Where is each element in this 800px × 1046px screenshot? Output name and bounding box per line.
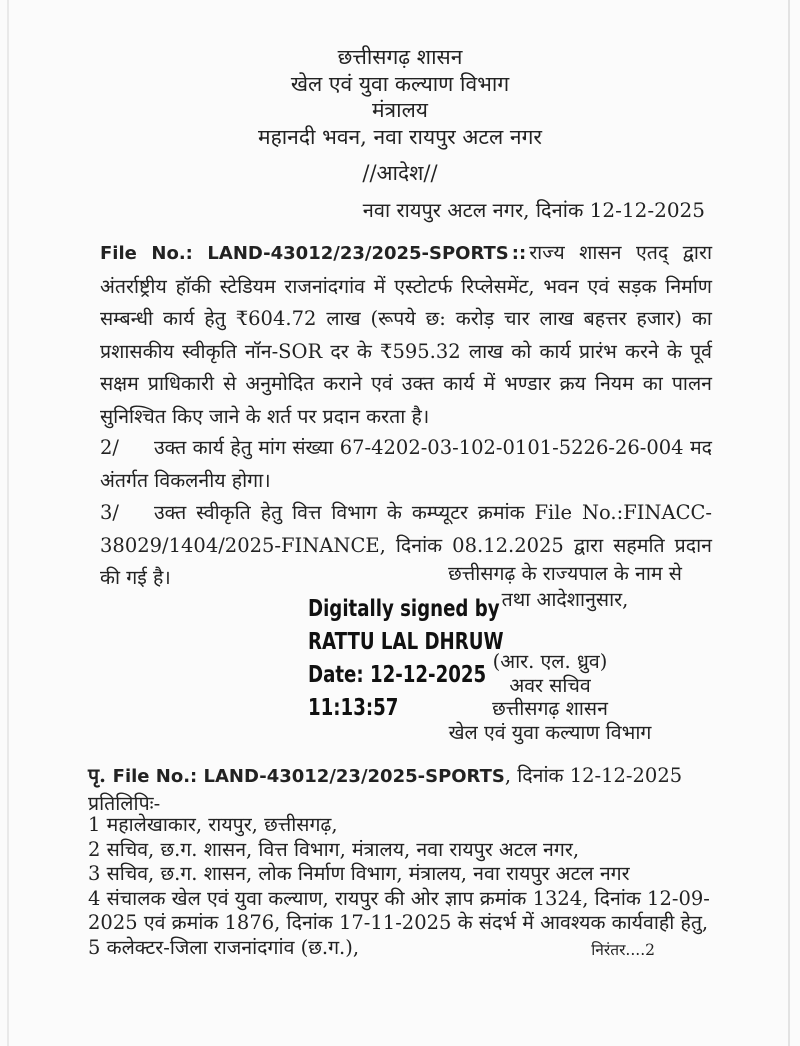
officer-title: अवर सचिव (509, 673, 591, 697)
clause-2-number: 2/ (100, 436, 119, 459)
endorsement-prefix: पृ. (88, 764, 113, 787)
stamp-line-time: 11:13:57 (308, 695, 399, 721)
finance-file-ref-a: File No.:FINACC- (534, 501, 712, 524)
officer-block (405, 650, 695, 744)
recipient-item-1: 1 महालेखाकार, रायपुर, छत्तीसगढ़, (88, 813, 338, 836)
recipient-item-4: 4 संचालक खेल एवं युवा कल्याण, रायपुर की ओर ज्ञाप क्रमांक 1324, दिनांक 12-09-2025 एवं क्रमांक 1876, दिनांक 17-11-2025 के संदर्भ में आवश्यक कार्यवाही हेतु, (88, 886, 710, 934)
file-number-separator: :: (511, 243, 527, 264)
officer-government: छत्तीसगढ़ शासन (492, 697, 608, 720)
order-title: //आदेश// (362, 161, 438, 185)
endorsement-file-number: File No.: LAND-43012/23/2025-SPORTS (112, 766, 505, 787)
letterhead-government: छत्तीसगढ़ शासन (337, 45, 463, 69)
stamp-line-signer: RATTU LAL DHRUW (308, 629, 504, 655)
clause-2-paragraph (100, 432, 712, 497)
letterhead-department: खेल एवं युवा कल्याण विभाग (290, 71, 510, 96)
authority-line-2: तथा आदेशानुसार, (501, 588, 629, 611)
copy-label: प्रतिलिपिः- (88, 792, 161, 815)
endorsement-date: , दिनांक 12-12-2025 (504, 764, 683, 787)
clause-3-number: 3/ (100, 501, 119, 524)
letterhead (0, 44, 800, 150)
continuation-marker: निरंतर....2 (591, 941, 655, 959)
clause-3-text-prefix: उक्त स्वीकृति हेतु वित्त विभाग के कम्प्यूटर क्रमांक (154, 501, 535, 524)
recipient-item-2: 2 सचिव, छ.ग. शासन, वित्त विभाग, मंत्रालय, नवा रायपुर अटल नगर, (88, 837, 580, 861)
stamp-line-date: Date: 12-12-2025 (308, 662, 487, 688)
sanction-text: राज्य शासन एतद् द्वारा अंतर्राष्ट्रीय हॉकी स्टेडियम राजनांदगांव में एस्टोटर्फ रिप्लेसमेंट, भवन एवं सड़क निर्माण सम्बन्धी कार्य हेतु ₹604.72 लाख (रूपये छ: करोड़ चार लाख बहत्तर हजार) का प्रशासकीय स्वीकृति नॉन-SOR दर के ₹595.32 लाख को कार्य प्रारंभ करने के पूर्व सक्षम प्राधिकारी से अनुमोदित कराने एवं उक्त कार्य में भण्डार क्रय नियम का पालन सुनिश्चित किए जाने के शर्त पर प्रदान करता है। (100, 241, 712, 428)
officer-department: खेल एवं युवा कल्याण विभाग (448, 720, 652, 744)
file-number: File No.: LAND-43012/23/2025-SPORTS (100, 243, 509, 264)
stamp-line-signedby: Digitally signed by (308, 596, 500, 622)
sanction-paragraph (100, 237, 712, 433)
page-edge-right (788, 0, 790, 1046)
letterhead-address: महानदी भवन, नवा रायपुर अटल नगर (258, 124, 542, 149)
page-edge-left (7, 0, 9, 1046)
finance-file-ref-b: 38029/1404/2025-FINANCE (100, 533, 380, 557)
recipient-item-3: 3 सचिव, छ.ग. शासन, लोक निर्माण विभाग, मंत्रालय, नवा रायपुर अटल नगर (88, 862, 630, 885)
recipient-item-5: 5 कलेक्टर-जिला राजनांदगांव (छ.ग.), (88, 935, 360, 959)
clause-2-text: उक्त कार्य हेतु मांग संख्या 67-4202-03-102-0101-5226-26-004 मद अंतर्गत विकलनीय होगा। (100, 436, 712, 492)
letterhead-ministry: मंत्रालय (371, 98, 428, 122)
place-date-line: नवा रायपुर अटल नगर, दिनांक 12-12-2025 (362, 198, 705, 222)
clause-3-text-suffix: , दिनांक 08.12.2025 द्वारा सहमति प्रदान की गई है। (100, 533, 712, 589)
authority-line-1: छत्तीसगढ़ के राज्यपाल के नाम से (448, 562, 682, 585)
officer-name: (आर. एल. ध्रुव) (492, 650, 608, 673)
endorsement-line (88, 761, 718, 788)
